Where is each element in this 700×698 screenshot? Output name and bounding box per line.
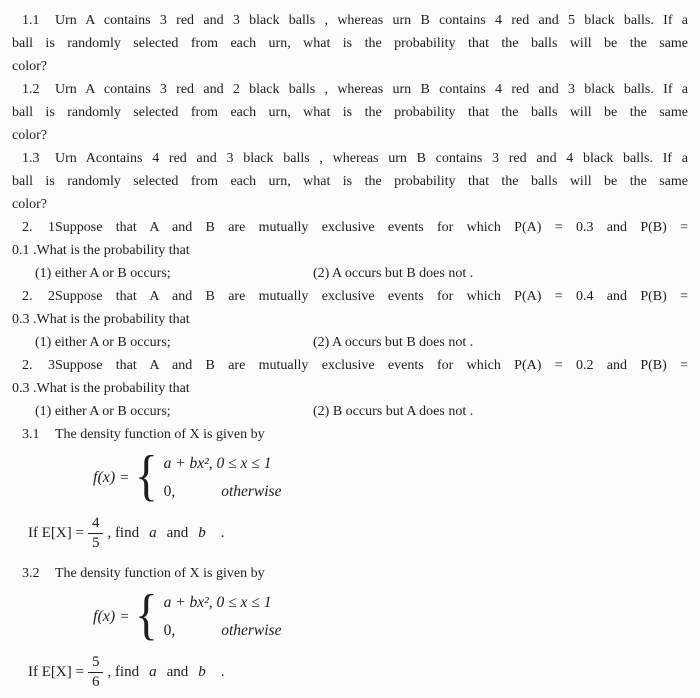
piecewise-formula-3-2 (93, 584, 688, 646)
variable-a: a (149, 663, 157, 680)
curly-brace: { (134, 584, 158, 646)
find-text: , find (107, 663, 140, 680)
period: . (220, 524, 225, 541)
problem-number: 1.1 (22, 13, 40, 28)
fraction (88, 654, 104, 691)
problem-text: Suppose that A and B are mutually exclusive events for which P(A) = 0.3 and P(B) = (55, 220, 688, 235)
and-text: and (166, 663, 189, 680)
problem-number: 3.2 (22, 566, 40, 581)
problem-2-1-line-1 (12, 216, 688, 239)
problem-1-3-line-3: color? (12, 197, 47, 212)
fraction-denominator: 5 (91, 534, 100, 551)
case-row-1: a + bx², 0 ≤ x ≤ 1 (163, 594, 272, 611)
problem-2-2-line-2: 0.3 .What is the probability that (12, 312, 190, 327)
problem-1-3-line-2: ball is randomly selected from each urn, what is the probability that the balls will be the same (12, 174, 688, 189)
option-2: (2) A occurs but B does not . (313, 335, 474, 350)
problem-2-1-line-2: 0.1 .What is the probability that (12, 243, 190, 258)
problem-1-1-line-2: ball is randomly selected from each urn, what is the probability that the balls will be the same (12, 36, 688, 51)
case-row-2 (164, 617, 282, 645)
cases-block (164, 450, 282, 506)
problem-number: 3.1 (22, 427, 40, 442)
option-1: (1) either A or B occurs; (35, 266, 171, 281)
problem-2-3-line-1 (12, 354, 688, 377)
problem-1-1-line-1 (12, 9, 688, 32)
option-2: (2) A occurs but B does not . (313, 266, 474, 281)
problem-2-3-options (12, 400, 688, 423)
problem-number: 2. 1 (22, 220, 55, 235)
option-2: (2) B occurs but A does not . (313, 404, 474, 419)
find-text: , find (107, 524, 140, 541)
problem-1-1-line-3: color? (12, 59, 47, 74)
period: . (220, 663, 225, 680)
expectation-line-3-1 (28, 510, 688, 556)
problem-text: Suppose that A and B are mutually exclusive events for which P(A) = 0.4 and P(B) = (55, 289, 688, 304)
case-zero: 0, (163, 622, 176, 639)
case-zero: 0, (163, 483, 176, 500)
problem-2-2-line-1 (12, 285, 688, 308)
problem-3-1-heading (12, 423, 688, 446)
function-lhs: f(x) (93, 469, 116, 486)
problem-text: Suppose that A and B are mutually exclusive events for which P(A) = 0.2 and P(B) = (55, 358, 688, 373)
variable-b: b (198, 524, 206, 541)
problem-1-2-line-3: color? (12, 128, 47, 143)
case-row-1: a + bx², 0 ≤ x ≤ 1 (163, 455, 272, 472)
equals-sign: = (120, 608, 129, 625)
expectation-prefix: If E[X] = (28, 524, 84, 541)
problem-1-3-line-1 (12, 147, 688, 170)
variable-a: a (149, 524, 157, 541)
cases-block (164, 589, 282, 645)
option-1: (1) either A or B occurs; (35, 404, 171, 419)
expectation-line-3-2 (28, 649, 688, 695)
function-lhs: f(x) (93, 608, 116, 625)
problem-text: Urn A contains 3 red and 2 black balls , whereas urn B contains 4 red and 3 black balls. If a (55, 82, 688, 97)
equals-sign: = (120, 469, 129, 486)
problem-number: 2. 2 (22, 289, 55, 304)
piecewise-formula-3-1 (93, 445, 688, 507)
case-row-2 (164, 478, 282, 506)
fraction-denominator: 6 (91, 673, 100, 690)
problem-number: 1.2 (22, 82, 40, 97)
problem-1-2-line-2: ball is randomly selected from each urn, what is the probability that the balls will be the same (12, 105, 688, 120)
problem-2-3-line-2: 0.3 .What is the probability that (12, 381, 190, 396)
fraction-numerator: 4 (88, 515, 104, 534)
problem-2-2-options (12, 331, 688, 354)
problem-1-2-line-1 (12, 78, 688, 101)
problem-2-1-options (12, 262, 688, 285)
problem-text: The density function of X is given by (55, 566, 265, 581)
problem-text: The density function of X is given by (55, 427, 265, 442)
option-1: (1) either A or B occurs; (35, 335, 171, 350)
case-otherwise: otherwise (221, 622, 282, 639)
case-otherwise: otherwise (221, 483, 282, 500)
problem-number: 2. 3 (22, 358, 55, 373)
problem-text: Urn Acontains 4 red and 3 black balls , whereas urn B contains 3 red and 4 black balls. If a (55, 151, 688, 166)
problem-text: Urn A contains 3 red and 3 black balls , whereas urn B contains 4 red and 5 black balls. If a (55, 13, 688, 28)
expectation-prefix: If E[X] = (28, 663, 84, 680)
and-text: and (166, 524, 189, 541)
fraction-numerator: 5 (88, 654, 104, 673)
fraction (88, 515, 104, 552)
curly-brace: { (134, 445, 158, 507)
problem-number: 1.3 (22, 151, 40, 166)
problem-3-2-heading (12, 562, 688, 585)
variable-b: b (198, 663, 206, 680)
